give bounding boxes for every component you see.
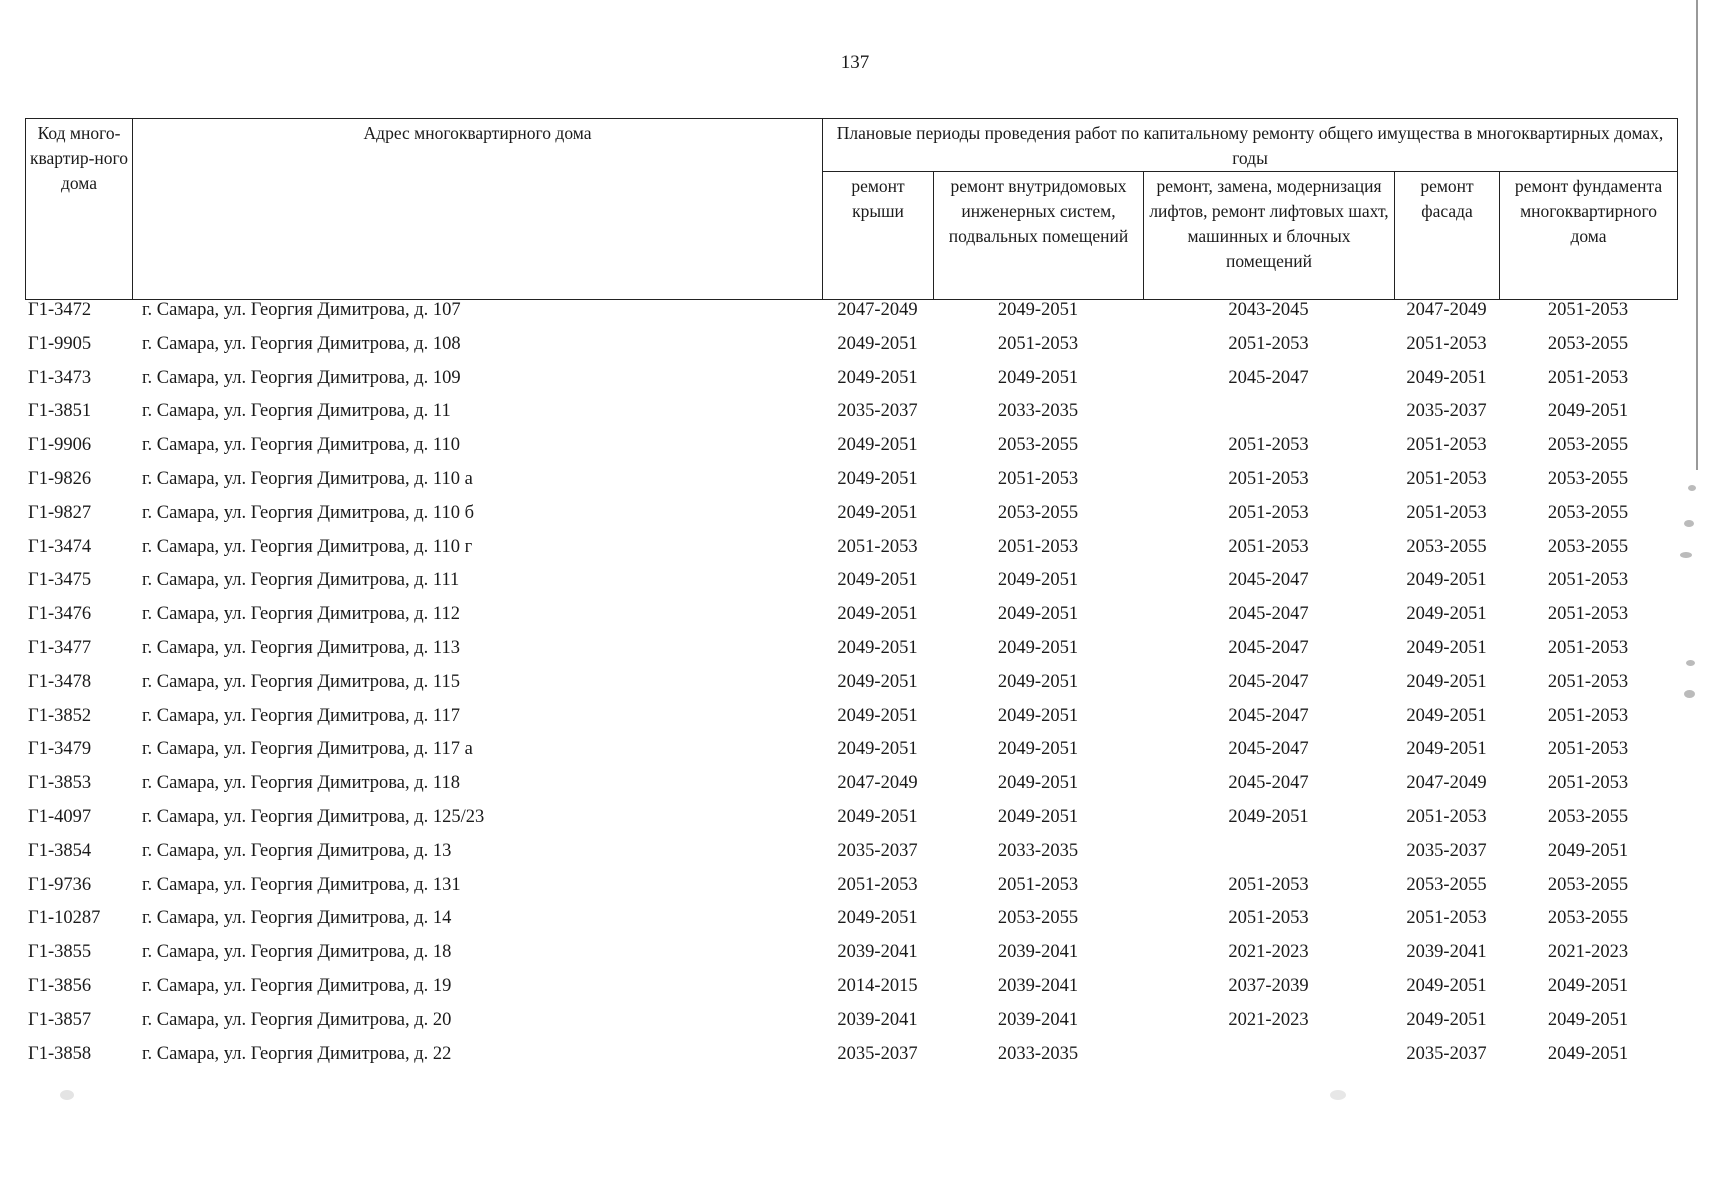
cell-foundation: 2051-2053 xyxy=(1547,367,1629,388)
cell-engineering: 2039-2041 xyxy=(997,1009,1079,1030)
cell-address: г. Самара, ул. Георгия Димитрова, д. 110 б xyxy=(142,502,474,523)
cell-roof: 2049-2051 xyxy=(837,502,918,523)
cell-facade: 2035-2037 xyxy=(1406,401,1487,422)
table-row xyxy=(25,1010,1677,1044)
table-row xyxy=(25,570,1677,604)
cell-roof: 2039-2041 xyxy=(837,1009,918,1030)
cell-engineering: 2053-2055 xyxy=(997,502,1079,523)
cell-code: Г1-9906 xyxy=(28,435,92,456)
cell-foundation: 2051-2053 xyxy=(1547,739,1629,760)
cell-foundation: 2051-2053 xyxy=(1547,773,1629,794)
cell-code: Г1-3479 xyxy=(28,739,92,760)
cell-address: г. Самара, ул. Георгия Димитрова, д. 14 xyxy=(142,908,452,929)
cell-facade: 2051-2053 xyxy=(1406,435,1487,456)
cell-roof: 2049-2051 xyxy=(837,739,918,760)
cell-code: Г1-3474 xyxy=(28,536,92,557)
table-row xyxy=(25,841,1677,875)
cell-address: г. Самара, ул. Георгия Димитрова, д. 109 xyxy=(142,367,461,388)
cell-foundation: 2053-2055 xyxy=(1547,536,1629,557)
table-row xyxy=(25,537,1677,571)
repair-schedule-table xyxy=(25,300,1677,1077)
table-header-grid xyxy=(25,118,1678,300)
cell-foundation: 2049-2051 xyxy=(1547,840,1629,861)
cell-roof: 2039-2041 xyxy=(837,942,918,963)
cell-address: г. Самара, ул. Георгия Димитрова, д. 117 xyxy=(142,705,460,726)
cell-elevators: 2021-2023 xyxy=(1228,1009,1309,1030)
cell-engineering: 2049-2051 xyxy=(997,671,1079,692)
cell-facade: 2049-2051 xyxy=(1406,975,1487,996)
cell-code: Г1-3477 xyxy=(28,637,92,658)
cell-code: Г1-10287 xyxy=(28,908,101,929)
cell-address: г. Самара, ул. Георгия Димитрова, д. 113 xyxy=(142,637,460,658)
cell-code: Г1-9827 xyxy=(28,502,92,523)
cell-elevators: 2045-2047 xyxy=(1228,739,1309,760)
cell-roof: 2049-2051 xyxy=(837,570,918,591)
cell-roof: 2049-2051 xyxy=(837,367,918,388)
cell-code: Г1-3475 xyxy=(28,570,92,591)
cell-foundation: 2049-2051 xyxy=(1547,1009,1629,1030)
cell-code: Г1-3472 xyxy=(28,300,92,320)
cell-elevators: 2045-2047 xyxy=(1228,705,1309,726)
cell-elevators: 2045-2047 xyxy=(1228,773,1309,794)
table-row xyxy=(25,875,1677,909)
cell-foundation: 2049-2051 xyxy=(1547,401,1629,422)
cell-engineering: 2039-2041 xyxy=(997,975,1079,996)
cell-foundation: 2051-2053 xyxy=(1547,637,1629,658)
cell-engineering: 2033-2035 xyxy=(997,1043,1079,1064)
table-row xyxy=(25,976,1677,1010)
column-header-foundation: ремонт фундамента многоквартирного дома xyxy=(1500,172,1678,300)
cell-elevators xyxy=(1143,401,1394,435)
table-row xyxy=(25,908,1677,942)
column-header-engineering: ремонт внутридомовых инженерных систем, подвальных помещений xyxy=(934,172,1144,300)
cell-engineering: 2049-2051 xyxy=(997,570,1079,591)
scan-speck xyxy=(1684,690,1695,698)
cell-address: г. Самара, ул. Георгия Димитрова, д. 11 xyxy=(142,401,451,422)
cell-elevators: 2051-2053 xyxy=(1228,908,1309,929)
cell-facade: 2047-2049 xyxy=(1406,773,1487,794)
cell-roof: 2047-2049 xyxy=(837,300,918,320)
cell-facade: 2051-2053 xyxy=(1406,806,1487,827)
cell-elevators: 2051-2053 xyxy=(1228,502,1309,523)
cell-engineering: 2051-2053 xyxy=(997,333,1079,354)
cell-engineering: 2033-2035 xyxy=(997,840,1079,861)
cell-engineering: 2049-2051 xyxy=(997,367,1079,388)
table-row xyxy=(25,368,1677,402)
cell-code: Г1-3858 xyxy=(28,1043,92,1064)
cell-engineering: 2049-2051 xyxy=(997,300,1079,320)
cell-roof: 2051-2053 xyxy=(837,874,918,895)
cell-roof: 2014-2015 xyxy=(837,975,918,996)
cell-elevators: 2045-2047 xyxy=(1228,604,1309,625)
scan-speck xyxy=(1330,1090,1346,1100)
cell-address: г. Самара, ул. Георгия Димитрова, д. 108 xyxy=(142,333,461,354)
cell-foundation: 2051-2053 xyxy=(1547,604,1629,625)
cell-address: г. Самара, ул. Георгия Димитрова, д. 110 а xyxy=(142,468,473,489)
cell-roof: 2035-2037 xyxy=(837,401,918,422)
table-row xyxy=(25,503,1677,537)
cell-address: г. Самара, ул. Георгия Димитрова, д. 20 xyxy=(142,1009,452,1030)
table-row xyxy=(25,300,1677,334)
cell-address: г. Самара, ул. Георгия Димитрова, д. 22 xyxy=(142,1043,452,1064)
cell-facade: 2039-2041 xyxy=(1406,942,1487,963)
cell-roof: 2049-2051 xyxy=(837,671,918,692)
table-header xyxy=(25,118,1677,300)
table-row xyxy=(25,401,1677,435)
cell-elevators: 2021-2023 xyxy=(1228,942,1309,963)
cell-elevators xyxy=(1143,841,1394,875)
cell-facade: 2053-2055 xyxy=(1406,536,1487,557)
cell-foundation: 2051-2053 xyxy=(1547,705,1629,726)
cell-engineering: 2049-2051 xyxy=(997,604,1079,625)
cell-roof: 2049-2051 xyxy=(837,637,918,658)
cell-roof: 2049-2051 xyxy=(837,806,918,827)
cell-address: г. Самара, ул. Георгия Димитрова, д. 117 а xyxy=(142,739,473,760)
table-row xyxy=(25,942,1677,976)
column-header-elevators: ремонт, замена, модернизация лифтов, ремонт лифтовых шахт, машинных и блочных помещений xyxy=(1144,172,1395,300)
table-row xyxy=(25,469,1677,503)
cell-facade: 2035-2037 xyxy=(1406,1043,1487,1064)
cell-elevators: 2051-2053 xyxy=(1228,333,1309,354)
scan-speck xyxy=(60,1090,74,1100)
cell-foundation: 2053-2055 xyxy=(1547,874,1629,895)
cell-facade: 2051-2053 xyxy=(1406,502,1487,523)
cell-address: г. Самара, ул. Георгия Димитрова, д. 112 xyxy=(142,604,460,625)
cell-address: г. Самара, ул. Георгия Димитрова, д. 13 xyxy=(142,840,452,861)
cell-address: г. Самара, ул. Георгия Димитрова, д. 131 xyxy=(142,874,461,895)
cell-facade: 2049-2051 xyxy=(1406,1009,1487,1030)
cell-roof: 2035-2037 xyxy=(837,1043,918,1064)
table-row xyxy=(25,638,1677,672)
cell-facade: 2051-2053 xyxy=(1406,908,1487,929)
cell-engineering: 2033-2035 xyxy=(997,401,1079,422)
cell-facade: 2047-2049 xyxy=(1406,300,1487,320)
table-row xyxy=(25,807,1677,841)
cell-address: г. Самара, ул. Георгия Димитрова, д. 19 xyxy=(142,975,452,996)
cell-foundation: 2051-2053 xyxy=(1547,300,1629,320)
cell-foundation: 2021-2023 xyxy=(1547,942,1629,963)
cell-address: г. Самара, ул. Георгия Димитрова, д. 107 xyxy=(142,300,461,320)
cell-elevators: 2051-2053 xyxy=(1228,468,1309,489)
cell-roof: 2035-2037 xyxy=(837,840,918,861)
cell-foundation: 2051-2053 xyxy=(1547,671,1629,692)
column-header-address: Адрес многоквартирного дома xyxy=(133,119,823,300)
cell-facade: 2049-2051 xyxy=(1406,604,1487,625)
cell-elevators: 2045-2047 xyxy=(1228,367,1309,388)
cell-foundation: 2053-2055 xyxy=(1547,333,1629,354)
cell-roof: 2051-2053 xyxy=(837,536,918,557)
cell-facade: 2053-2055 xyxy=(1406,874,1487,895)
cell-engineering: 2049-2051 xyxy=(997,705,1079,726)
cell-engineering: 2049-2051 xyxy=(997,739,1079,760)
cell-address: г. Самара, ул. Георгия Димитрова, д. 18 xyxy=(142,942,452,963)
cell-engineering: 2049-2051 xyxy=(997,773,1079,794)
cell-elevators: 2051-2053 xyxy=(1228,874,1309,895)
table-row xyxy=(25,706,1677,740)
table-row xyxy=(25,334,1677,368)
table-row xyxy=(25,739,1677,773)
cell-engineering: 2049-2051 xyxy=(997,806,1079,827)
cell-facade: 2051-2053 xyxy=(1406,333,1487,354)
cell-code: Г1-3857 xyxy=(28,1009,92,1030)
cell-roof: 2049-2051 xyxy=(837,705,918,726)
cell-code: Г1-3852 xyxy=(28,705,92,726)
cell-elevators xyxy=(1143,1044,1394,1078)
cell-roof: 2047-2049 xyxy=(837,773,918,794)
cell-address: г. Самара, ул. Георгия Димитрова, д. 110 xyxy=(142,435,460,456)
cell-code: Г1-3476 xyxy=(28,604,92,625)
cell-engineering: 2051-2053 xyxy=(997,536,1079,557)
cell-facade: 2049-2051 xyxy=(1406,570,1487,591)
cell-foundation: 2049-2051 xyxy=(1547,975,1629,996)
cell-address: г. Самара, ул. Георгия Димитрова, д. 115 xyxy=(142,671,460,692)
table-row xyxy=(25,435,1677,469)
scan-edge-line xyxy=(1696,0,1698,470)
cell-engineering: 2053-2055 xyxy=(997,435,1079,456)
scan-speck xyxy=(1684,520,1694,527)
cell-roof: 2049-2051 xyxy=(837,604,918,625)
column-header-periods: Плановые периоды проведения работ по капитальному ремонту общего имущества в многоквартирных домах, годы xyxy=(823,119,1678,172)
cell-elevators: 2051-2053 xyxy=(1228,536,1309,557)
cell-foundation: 2053-2055 xyxy=(1547,908,1629,929)
cell-code: Г1-3851 xyxy=(28,401,92,422)
cell-code: Г1-4097 xyxy=(28,806,92,827)
cell-engineering: 2051-2053 xyxy=(997,468,1079,489)
scan-speck xyxy=(1680,552,1692,558)
cell-elevators: 2037-2039 xyxy=(1228,975,1309,996)
cell-code: Г1-3478 xyxy=(28,671,92,692)
cell-facade: 2049-2051 xyxy=(1406,705,1487,726)
column-header-roof: ремонт крыши xyxy=(823,172,934,300)
cell-roof: 2049-2051 xyxy=(837,333,918,354)
cell-engineering: 2039-2041 xyxy=(997,942,1079,963)
cell-code: Г1-9826 xyxy=(28,468,92,489)
table-body xyxy=(25,300,1677,1077)
table-row xyxy=(25,604,1677,638)
cell-foundation: 2053-2055 xyxy=(1547,502,1629,523)
cell-code: Г1-3853 xyxy=(28,773,92,794)
cell-roof: 2049-2051 xyxy=(837,908,918,929)
cell-code: Г1-3854 xyxy=(28,840,92,861)
cell-facade: 2049-2051 xyxy=(1406,637,1487,658)
page-number: 137 xyxy=(840,52,870,73)
cell-roof: 2049-2051 xyxy=(837,468,918,489)
cell-elevators: 2051-2053 xyxy=(1228,435,1309,456)
cell-roof: 2049-2051 xyxy=(837,435,918,456)
cell-foundation: 2053-2055 xyxy=(1547,435,1629,456)
column-header-facade: ремонт фасада xyxy=(1395,172,1500,300)
table-row xyxy=(25,1044,1677,1078)
cell-foundation: 2053-2055 xyxy=(1547,468,1629,489)
cell-elevators: 2045-2047 xyxy=(1228,671,1309,692)
scan-speck xyxy=(1686,660,1695,666)
cell-address: г. Самара, ул. Георгия Димитрова, д. 110 г xyxy=(142,536,473,557)
cell-foundation: 2051-2053 xyxy=(1547,570,1629,591)
cell-code: Г1-9905 xyxy=(28,333,92,354)
column-header-code: Код много-квартир-ного дома xyxy=(26,119,133,300)
cell-address: г. Самара, ул. Георгия Димитрова, д. 111 xyxy=(142,570,460,591)
cell-elevators: 2043-2045 xyxy=(1228,300,1309,320)
cell-engineering: 2051-2053 xyxy=(997,874,1079,895)
scan-speck xyxy=(1688,485,1696,491)
cell-address: г. Самара, ул. Георгия Димитрова, д. 118 xyxy=(142,773,460,794)
table-row xyxy=(25,672,1677,706)
cell-address: г. Самара, ул. Георгия Димитрова, д. 125/23 xyxy=(142,806,485,827)
cell-engineering: 2049-2051 xyxy=(997,637,1079,658)
cell-code: Г1-9736 xyxy=(28,874,92,895)
cell-code: Г1-3473 xyxy=(28,367,92,388)
cell-foundation: 2053-2055 xyxy=(1547,806,1629,827)
cell-foundation: 2049-2051 xyxy=(1547,1043,1629,1064)
cell-code: Г1-3855 xyxy=(28,942,92,963)
cell-elevators: 2045-2047 xyxy=(1228,570,1309,591)
cell-facade: 2049-2051 xyxy=(1406,367,1487,388)
cell-facade: 2049-2051 xyxy=(1406,739,1487,760)
cell-engineering: 2053-2055 xyxy=(997,908,1079,929)
cell-elevators: 2045-2047 xyxy=(1228,637,1309,658)
table-row xyxy=(25,773,1677,807)
cell-code: Г1-3856 xyxy=(28,975,92,996)
cell-facade: 2051-2053 xyxy=(1406,468,1487,489)
cell-facade: 2049-2051 xyxy=(1406,671,1487,692)
cell-facade: 2035-2037 xyxy=(1406,840,1487,861)
cell-elevators: 2049-2051 xyxy=(1228,806,1309,827)
